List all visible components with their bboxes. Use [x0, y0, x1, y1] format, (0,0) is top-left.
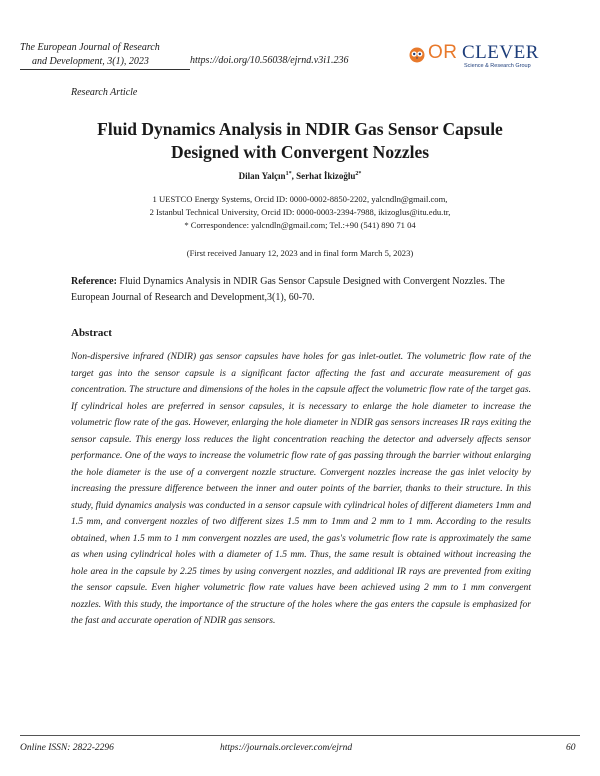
- publisher-logo: [408, 42, 558, 72]
- article-title: [40, 118, 560, 164]
- affiliation-2: 2 Istanbul Technical University, Orcid ID: 0000-0003-2394-7988, ikizoglus@itu.edu.tr,: [149, 207, 451, 217]
- header-rule: [20, 69, 190, 70]
- orclever-owl-icon: [408, 45, 426, 63]
- affiliation-1: 1 UESTCO Energy Systems, Orcid ID: 0000-0002-8850-2202, yalcndln@gmail.com,: [152, 194, 448, 204]
- reference-block: [71, 274, 531, 306]
- affiliations: [40, 193, 560, 232]
- author-2-marker: 2*: [355, 171, 362, 177]
- reference-text: Fluid Dynamics Analysis in NDIR Gas Sensor Capsule Designed with Convergent Nozzles. The European Journal of Research and Development,3(1), 60-70.: [71, 276, 505, 303]
- logo-clever-text: CLEVER: [462, 42, 539, 63]
- article-type: Research Article: [71, 87, 138, 98]
- author-1: Dilan Yalçın: [238, 171, 286, 181]
- doi-link[interactable]: https://doi.org/10.56038/ejrnd.v3i1.236: [190, 55, 349, 66]
- abstract-heading: Abstract: [71, 327, 112, 339]
- journal-name: The European Journal of Research: [20, 42, 160, 53]
- journal-citation-header: [20, 41, 180, 69]
- logo-subtitle: Science & Research Group: [464, 63, 531, 69]
- footer-rule: [20, 735, 580, 736]
- logo-or-text: OR: [428, 42, 458, 63]
- footer-issn: Online ISSN: 2822-2296: [20, 743, 114, 753]
- author-separator: ,: [291, 171, 297, 181]
- page-number: 60: [566, 743, 576, 753]
- title-line-2: Designed with Convergent Nozzles: [170, 142, 430, 162]
- journal-volume: and Development, 3(1), 2023: [32, 56, 149, 67]
- received-dates: (First received January 12, 2023 and in final form March 5, 2023): [186, 248, 414, 258]
- abstract-body: Non-dispersive infrared (NDIR) gas sensor capsules have holes for gas inlet-outlet. The volumetric flow rate of the target gas into the sensor capsule is a significant factor affecting the fast and accurate measurement of gas concentration. The structure and dimensions of the holes in the capsule affect the volumetric flow rate of the target gas. If cylindrical holes are preferred in sensor capsules, it is necessary to enlarge the hole diameter to increase the volumetric flow rate of the gas. However, enlarging the hole diameter in NDIR gas sensors increases IR rays exiting the sensor capsule. This energy loss reduces the light concentration reaching the detector and adversely affects sensor performance. One of the ways to increase the volumetric flow rate of gas passing through the barrier without enlarging the hole diameter is the use of a convergent nozzle structure. Convergent nozzles increase the gas inlet velocity by increasing the pressure difference between the inner and outer points of the barrier, thanks to their structure. In this study, fluid dynamics analysis was conducted in a sensor capsule with cylindrical holes of different diameters 1mm and 1.5 mm, and convergent nozzles of two different sizes 1.5 mm to 1mm and 2 mm to 1 mm. According to the results obtained, when 1.5 mm to 1 mm convergent nozzles are used, the gas's volumetric flow rate is approximately the same as when using cylindrical holes with a diameter of 1.5 mm. Thus, the same result is obtained without increasing the hole area in the capsule by 2.25 times by using convergent nozzles, and additional IR rays are prevented from exiting the sensor capsule. Even higher volumetric flow rate values have been achieved using 2 mm to 1 mm convergent nozzles. With this study, the importance of the structure of the holes where the gas enters the capsule is emphasized for the fast and accurate operation of NDIR gas sensors.: [71, 351, 531, 626]
- correspondence: * Correspondence: yalcndln@gmail.com; Tel.:+90 (541) 890 71 04: [184, 220, 416, 230]
- author-list: [40, 171, 560, 181]
- footer-journal-link[interactable]: https://journals.orclever.com/ejrnd: [220, 743, 353, 753]
- author-2: Serhat İkizoğlu: [296, 171, 356, 181]
- reference-label: Reference:: [71, 276, 117, 287]
- author-1-marker: 1*: [285, 171, 292, 177]
- title-line-1: Fluid Dynamics Analysis in NDIR Gas Sensor Capsule: [97, 119, 503, 139]
